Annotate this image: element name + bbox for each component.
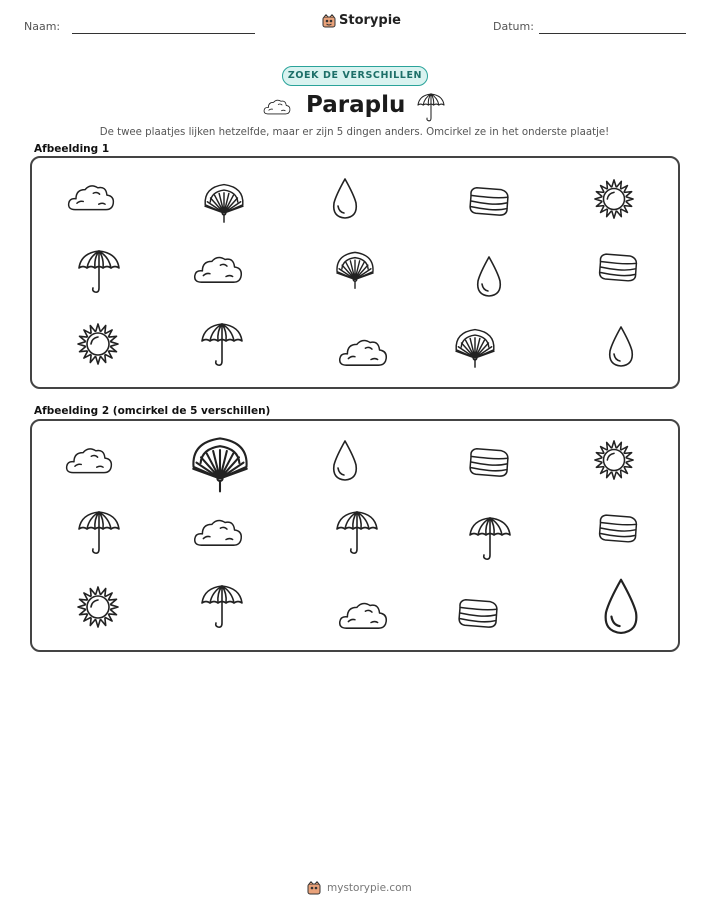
picture2-towel-icon[interactable]	[595, 511, 641, 545]
date-input-line[interactable]	[539, 33, 686, 34]
picture1-cloud-icon	[337, 333, 389, 369]
picture1-fan-icon	[202, 180, 246, 224]
storypie-logo-icon	[322, 14, 336, 28]
instructions: De twee plaatjes lijken hetzelfde, maar er zijn 5 dingen anders. Omcirkel ze in het onderste plaatje!	[99, 127, 610, 138]
picture2-label: Afbeelding 2 (omcirkel de 5 verschillen)	[34, 405, 271, 417]
footer	[307, 881, 412, 895]
cloud-icon	[261, 96, 293, 116]
picture1-cloud-icon	[192, 250, 244, 286]
brand	[322, 13, 401, 28]
date-label: Datum:	[493, 20, 534, 33]
picture2-umbrella-icon[interactable]	[76, 509, 122, 555]
picture2-panel[interactable]	[30, 419, 680, 652]
brand-name: Storypie	[339, 13, 401, 28]
picture2-sun-icon[interactable]	[76, 585, 120, 629]
picture2-drop-icon[interactable]	[329, 439, 361, 483]
picture2-cloud-icon[interactable]	[337, 596, 389, 632]
picture2-drop-icon[interactable]	[597, 577, 645, 637]
picture1-umbrella-icon	[199, 321, 245, 367]
picture1-fan-icon	[334, 248, 376, 290]
picture2-umbrella-icon[interactable]	[334, 509, 380, 555]
category-badge: ZOEK DE VERSCHILLEN	[282, 66, 428, 86]
picture1-drop-icon	[329, 177, 361, 221]
umbrella-icon	[416, 92, 446, 122]
picture2-cloud-icon[interactable]	[64, 441, 114, 477]
footer-url: mystorypie.com	[327, 882, 412, 894]
picture1-umbrella-icon	[76, 248, 122, 294]
picture1-sun-icon	[76, 322, 120, 366]
picture2-umbrella-icon[interactable]	[467, 515, 513, 561]
picture2-fan-icon[interactable]	[189, 432, 251, 494]
picture1-drop-icon	[473, 255, 505, 299]
name-label: Naam:	[24, 20, 61, 33]
picture2-sun-icon[interactable]	[593, 439, 635, 481]
picture1-towel-icon	[464, 184, 514, 218]
picture1-towel-icon	[595, 250, 641, 284]
picture2-umbrella-icon[interactable]	[199, 583, 245, 629]
picture2-towel-icon[interactable]	[464, 445, 514, 479]
picture2-cloud-icon[interactable]	[192, 513, 244, 549]
picture2-towel-icon[interactable]	[453, 596, 503, 630]
picture1-label: Afbeelding 1	[34, 143, 110, 155]
picture1-panel	[30, 156, 680, 389]
picture1-drop-icon	[605, 325, 637, 369]
picture1-sun-icon	[593, 178, 635, 220]
page-title: Paraplu	[306, 92, 406, 118]
picture1-fan-icon	[453, 325, 497, 369]
name-input-line[interactable]	[72, 33, 255, 34]
picture1-cloud-icon	[66, 178, 116, 214]
storypie-logo-icon	[307, 881, 321, 895]
